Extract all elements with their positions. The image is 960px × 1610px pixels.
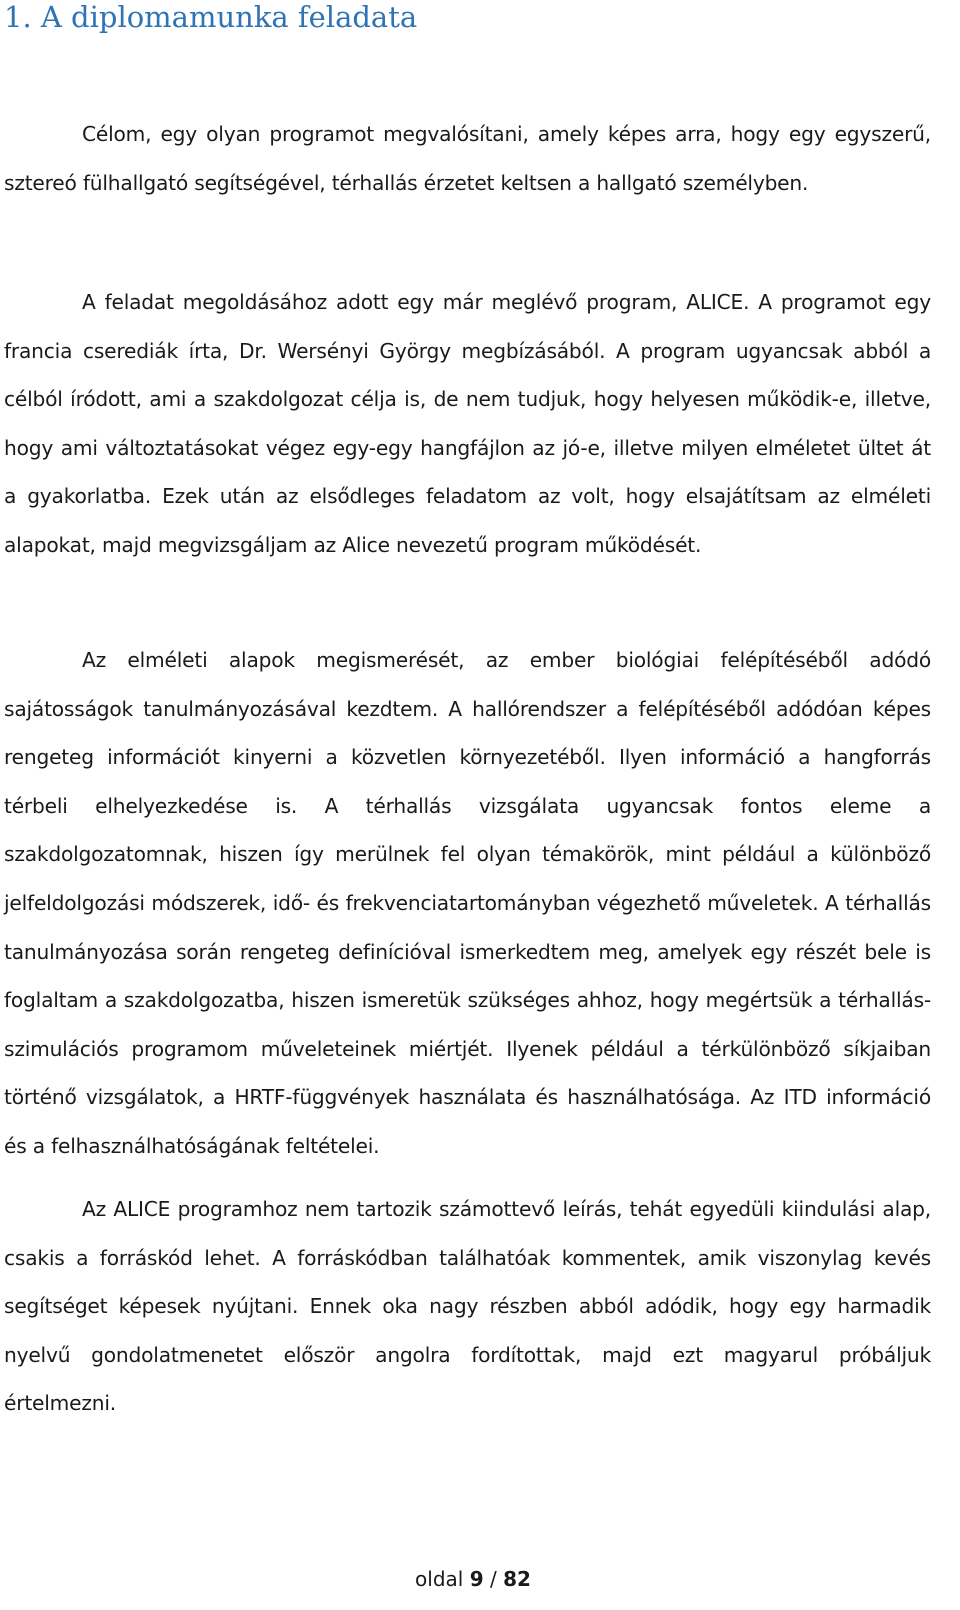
page-footer xyxy=(0,1565,946,1593)
paragraph-source-code: Az ALICE programhoz nem tartozik számottevő leírás, tehát egyedüli kiindulási alap, csakis a forráskód lehet. A forráskódban találhatóak kommentek, amik viszonylag kevés segítséget képesek nyújtani. Ennek oka nagy részben abból adódik, hogy egy harmadik nyelvű gondolatmenetet először angolra fordítottak, majd ezt magyarul próbáljuk értelmezni. xyxy=(4,1197,931,1416)
page-separator: / xyxy=(490,1567,497,1591)
total-page-count: 82 xyxy=(503,1567,531,1591)
paragraph-theory: Az elméleti alapok megismerését, az ember biológiai felépítéséből adódó sajátosságok tanulmányozásával kezdtem. A hallórendszer a felépítéséből adódóan képes rengeteg információt kinyerni a közvetlen környezetéből. Ilyen információ a hangforrás térbeli elhelyezkedése is. A térhallás vizsgálata ugyancsak fontos eleme a szakdolgozatomnak, hiszen így merülnek fel olyan témakörök, mint például a különböző jelfeldolgozási módszerek, idő- és frekvenciatartományban végezhető műveletek. A térhallás tanulmányozása során rengeteg definícióval ismerkedtem meg, amelyek egy részét bele is foglaltam a szakdolgozatba, hiszen ismeretük szükséges ahhoz, hogy megértsük a térhallás-szimulációs programom műveleteinek miértjét. Ilyenek például a térkülönböző síkjaiban történő vizsgálatok, a HRTF-függvények használata és használhatósága. Az ITD információ és a felhasználhatóságának feltételei. xyxy=(4,648,931,1158)
page-label: oldal xyxy=(415,1567,464,1591)
paragraph-goal: Célom, egy olyan programot megvalósítani, amely képes arra, hogy egy egyszerű, sztereó fülhallgató segítségével, térhallás érzetet keltsen a hallgató személyben. xyxy=(4,122,931,195)
section-heading: 1. A diplomamunka feladata xyxy=(4,0,418,34)
paragraph-alice-program: A feladat megoldásához adott egy már meglévő program, ALICE. A programot egy francia cserediák írta, Dr. Wersényi György megbízásából. A program ugyancsak abból a célból íródott, ami a szakdolgozat célja is, de nem tudjuk, hogy helyesen működik-e, illetve, hogy ami változtatásokat végez egy-egy hangfájlon az jó-e, illetve milyen elméletet ültet át a gyakorlatba. Ezek után az elsődleges feladatom az volt, hogy elsajátítsam az elméleti alapokat, majd megvizsgáljam az Alice nevezetű program működését. xyxy=(4,290,931,557)
current-page-number: 9 xyxy=(469,1567,484,1591)
